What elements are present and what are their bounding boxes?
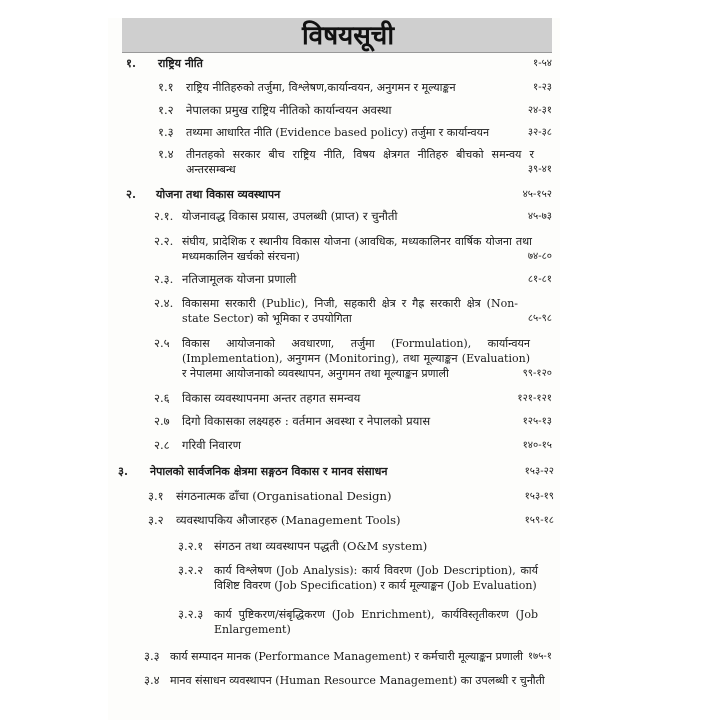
toc-entry-title: व्यवस्थापकिय औजारहरु (Management Tools)	[176, 513, 401, 527]
toc-number: २.३.	[154, 272, 174, 286]
toc-entry-title: विकासमा सरकारी (Public), निजी, सहकारी क्षेत्र र गैह्र सरकारी क्षेत्र (Non-state Sector) को भूमिका र उपयोगिता	[182, 297, 518, 325]
toc-number: २.६	[154, 391, 170, 405]
toc-entry-title: दिगो विकासका लक्ष्यहरु : वर्तमान अवस्था र नेपालको प्रयास	[182, 414, 431, 428]
toc-number: २.७	[154, 414, 170, 428]
toc-entry-title: कार्य पुष्टिकरण/संबृद्धिकरण (Job Enrichment), कार्यविस्तृतीकरण (Job Enlargement)	[214, 608, 538, 636]
toc-page-range: १५९-१८	[524, 515, 554, 526]
toc-entry-title: संघीय, प्रादेशिक र स्थानीय विकास योजना (आवधिक, मध्यकालिनर वार्षिक योजना तथा मध्यमकालिन खर्चको संरचना)	[182, 235, 532, 263]
toc-entry-title: तीनतहको सरकार बीच राष्ट्रिय नीति, विषय क्षेत्रगत नीतिहरु बीचको समन्वय र अन्तरसम्बन्ध	[186, 148, 534, 176]
toc-number: ३.२.१	[178, 539, 204, 553]
toc-page-range: १५३-१९	[524, 491, 554, 502]
toc-number: ३.१	[148, 489, 164, 503]
toc-number: ३.	[118, 464, 128, 478]
toc-page-range: ३९-४१	[527, 164, 552, 175]
toc-entry-title: कार्य सम्पादन मानक (Performance Management) र कर्मचारी मूल्याङ्कन प्रणाली	[170, 650, 524, 663]
toc-entry-title: तथ्यमा आधारित नीति (Evidence based policy) तर्जुमा र कार्यान्वयन	[186, 126, 490, 139]
page-title: विषयसूची	[301, 21, 395, 51]
toc-page-range: ३२-३८	[527, 127, 552, 138]
toc-page-range: ८५-९८	[527, 313, 552, 324]
toc-number: २.१.	[154, 209, 174, 223]
toc-entry-title: योजनावद्ध विकास प्रयास, उपलब्धी (प्राप्त) र चुनौती	[182, 209, 398, 223]
toc-page-range: १५३-२२	[524, 466, 554, 477]
toc-number: ३.३	[144, 649, 160, 663]
toc-section-title: योजना तथा विकास व्यवस्थापन	[156, 188, 281, 201]
toc-number: ३.४	[144, 673, 160, 687]
toc-number: ३.२.३	[178, 607, 204, 621]
toc-page-range: ९९-१२०	[522, 368, 552, 379]
toc-page-range: १२५-१३	[522, 416, 552, 427]
toc-entry-title: नतिजामूलक योजना प्रणाली	[182, 272, 297, 286]
toc-page-range: १-५४	[533, 58, 552, 69]
toc-number: २.२.	[154, 234, 174, 248]
toc-page-range: ४५-१५२	[522, 189, 552, 200]
toc-number: १.२	[158, 103, 174, 117]
toc-entry-title: विकास आयोजनाको अवधारणा, तर्जुमा (Formulation), कार्यान्वयन (Implementation), अनुगमन (Monitoring), तथा मूल्याङ्कन (Evaluation) र नेपालमा आयोजनाको व्यवस्थापन, अनुगमन तथा मूल्याङ्कन प्रणाली	[182, 337, 530, 380]
toc-page-range: २४-३१	[527, 105, 552, 116]
toc-number: २.५	[154, 336, 170, 350]
toc-entry-title: मानव संसाधन व्यवस्थापन (Human Resource Management) का उपलब्धी र चुनौती	[170, 674, 545, 687]
toc-page-range: १-२३	[533, 82, 552, 93]
toc-number: १.३	[158, 125, 174, 139]
toc-number: १.१	[158, 80, 174, 94]
toc-section-title: नेपालको सार्वजनिक क्षेत्रमा सङ्गठन विकास र मानव संसाधन	[150, 465, 388, 478]
toc-page-range: १७५-१	[527, 651, 552, 662]
toc-number: ३.२	[148, 513, 164, 527]
toc-entry-title: गरिवी निवारण	[182, 438, 241, 452]
toc-page-range: १४०-१५	[522, 440, 552, 451]
toc-page-range: ७४-८०	[527, 251, 552, 262]
toc-entry-title: कार्य विश्लेषण (Job Analysis): कार्य विवरण (Job Description), कार्य विशिष्ट विवरण (Job Specification) र कार्य मूल्याङ्कन (Job Evaluation)	[214, 564, 538, 592]
toc-page-range: ४५-७३	[527, 211, 552, 222]
toc-entry-title: संगठनात्मक ढाँचा (Organisational Design)	[176, 489, 392, 503]
title-underline	[122, 52, 552, 53]
toc-number: ३.२.२	[178, 563, 204, 577]
toc-number: २.	[126, 187, 136, 201]
toc-number: १.	[126, 56, 136, 70]
toc-number: २.८	[154, 438, 170, 452]
toc-entry-title: विकास व्यवस्थापनमा अन्तर तहगत समन्वय	[182, 391, 361, 405]
toc-entry-title: राष्ट्रिय नीतिहरुको तर्जुमा, विश्लेषण,कार्यान्वयन, अनुगमन र मूल्याङ्कन	[186, 81, 456, 94]
toc-number: १.४	[158, 147, 174, 161]
toc-entry-title: नेपालका प्रमुख राष्ट्रिय नीतिको कार्यान्वयन अवस्था	[186, 103, 392, 117]
toc-section-title: राष्ट्रिय नीति	[158, 57, 203, 70]
toc-page-range: ८१-८१	[527, 274, 552, 285]
toc-number: २.४.	[154, 296, 174, 310]
toc-page-range: १२१-१२१	[517, 393, 552, 404]
toc-entry-title: संगठन तथा व्यवस्थापन पद्धती (O&M system)	[214, 539, 428, 553]
